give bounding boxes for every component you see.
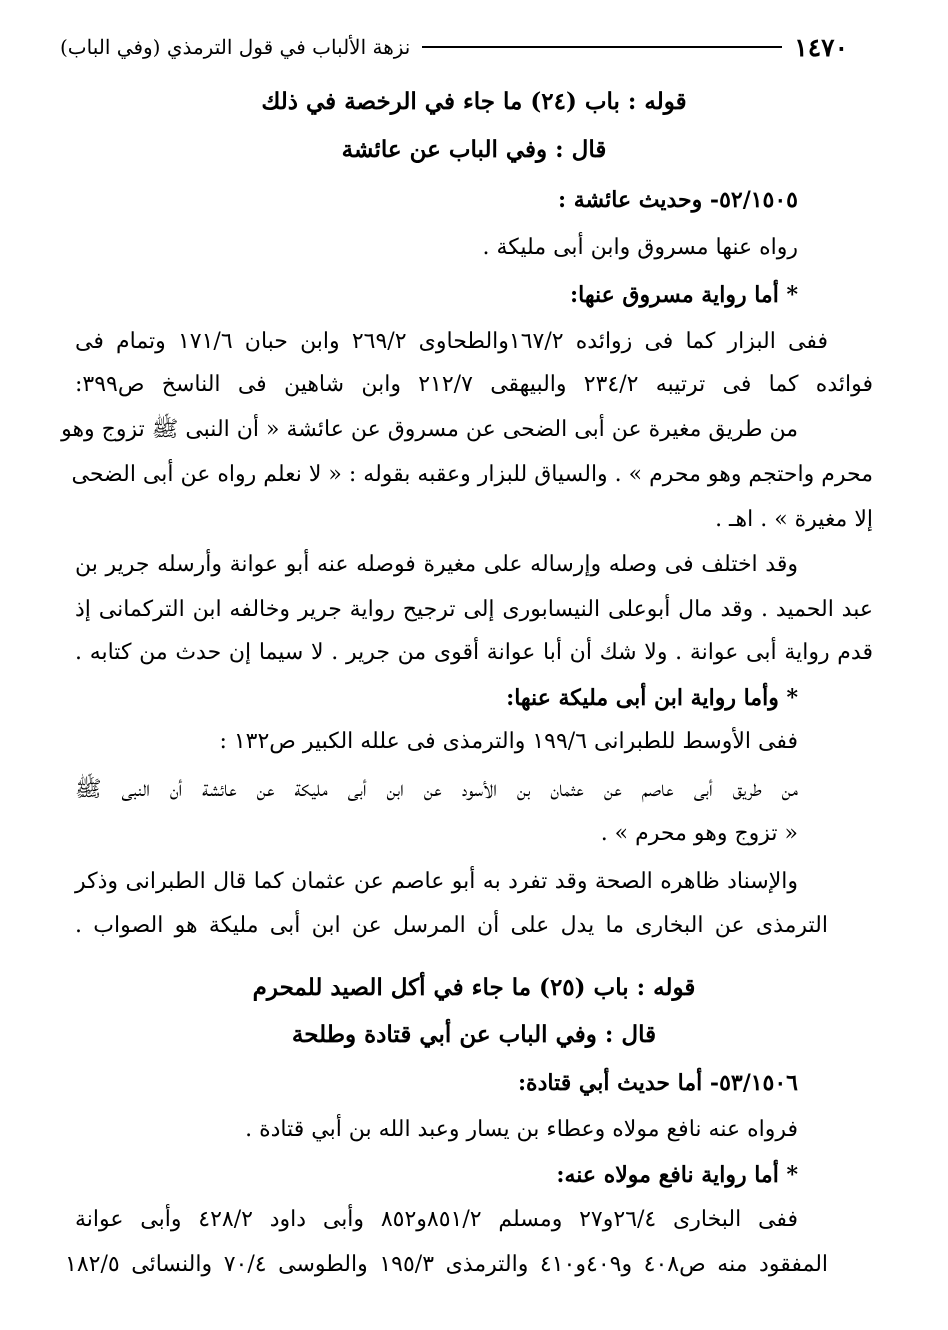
subsection-heading: * أما رواية مسروق عنها:	[570, 282, 798, 308]
text-line: إلا مغيرة » . اهـ .	[715, 507, 873, 532]
text-line: فرواه عنه نافع مولاه وعطاء بن يسار وعبد الله بن أبي قتادة .	[245, 1117, 798, 1142]
text-line: من طريق مغيرة عن أبى الضحى عن مسروق عن عائشة « أن النبى ﷺ تزوج وهو	[61, 417, 798, 442]
chapter-heading: قوله : باب (٢٤) ما جاء في الرخصة في ذلك	[261, 88, 687, 115]
text-line: رواه عنها مسروق وابن أبى مليكة .	[482, 235, 798, 260]
subsection-heading: * أما رواية نافع مولاه عنه:	[556, 1162, 798, 1188]
text-line: عبد الحميد . وقد مال أبوعلى النيسابورى إلى ترجيح رواية جرير وخالفه ابن التركمانى إذ	[75, 597, 873, 622]
text-line: ففى الأوسط للطبرانى ١٩٩/٦ والترمذى فى علله الكبير ص١٣٢ :	[219, 729, 798, 754]
text-line: وقد اختلف فى وصله وإرساله على مغيرة فوصله عنه أبو عوانة وأرسله جرير بن	[75, 552, 798, 577]
running-title: نزهة الألباب في قول الترمذي (وفي الباب)	[60, 35, 411, 59]
header-rule	[422, 46, 782, 48]
text-line: من طريق أبى عاصم عن عثمان بن الأسود عن ابن أبى مليكة عن عائشة أن النبى ﷺ	[75, 777, 798, 802]
text-line: المفقود منه ص٤٠٨ و٤٠٩و٤١٠ والترمذى ١٩٥/٣ والطوسى ٧٠/٤ والنسائى ١٨٢/٥	[65, 1252, 829, 1277]
page-header	[60, 30, 848, 64]
chapter-subheading: قال : وفي الباب عن عائشة	[341, 136, 607, 163]
text-line: ففى البزار كما فى زوائده ١٦٧/٢والطحاوى ٢٦٩/٢ وابن حبان ١٧١/٦ وتمام فى	[75, 329, 828, 354]
text-line: الترمذى عن البخارى ما يدل على أن المرسل عن ابن أبى مليكة هو الصواب .	[75, 913, 828, 938]
subsection-heading: * وأما رواية ابن أبى مليكة عنها:	[506, 685, 798, 711]
page-number: ١٤٧٠	[794, 32, 848, 62]
hadith-heading: ٥٣/١٥٠٦- أما حديث أبي قتادة:	[517, 1070, 798, 1096]
text-line: فوائده كما فى ترتيبه ٢٣٤/٢ والبيهقى ٢١٢/٧ وابن شاهين فى الناسخ ص٣٩٩:	[75, 372, 873, 397]
text-line: ففى البخارى ٢٦/٤و٢٧ ومسلم ٨٥١/٢و٨٥٢ وأبى داود ٤٢٨/٢ وأبى عوانة	[75, 1207, 798, 1232]
text-line: قدم رواية أبى عوانة . ولا شك أن أبا عوانة أقوى من جرير . لا سيما إن حدث من كتابه .	[75, 640, 873, 665]
hadith-heading: ٥٢/١٥٠٥- وحديث عائشة :	[557, 187, 798, 213]
chapter-heading: قوله : باب (٢٥) ما جاء في أكل الصيد للمحرم	[252, 974, 696, 1001]
text-line: والإسناد ظاهره الصحة وقد تفرد به أبو عاصم عن عثمان كما قال الطبرانى وذكر	[75, 869, 798, 894]
text-line: محرم واحتجم وهو محرم » . والسياق للبزار وعقبه بقوله : « لا نعلم رواه عن أبى الضحى	[71, 462, 873, 487]
text-line: « تزوج وهو محرم » .	[600, 821, 798, 846]
chapter-subheading: قال : وفي الباب عن أبي قتادة وطلحة	[291, 1021, 657, 1048]
